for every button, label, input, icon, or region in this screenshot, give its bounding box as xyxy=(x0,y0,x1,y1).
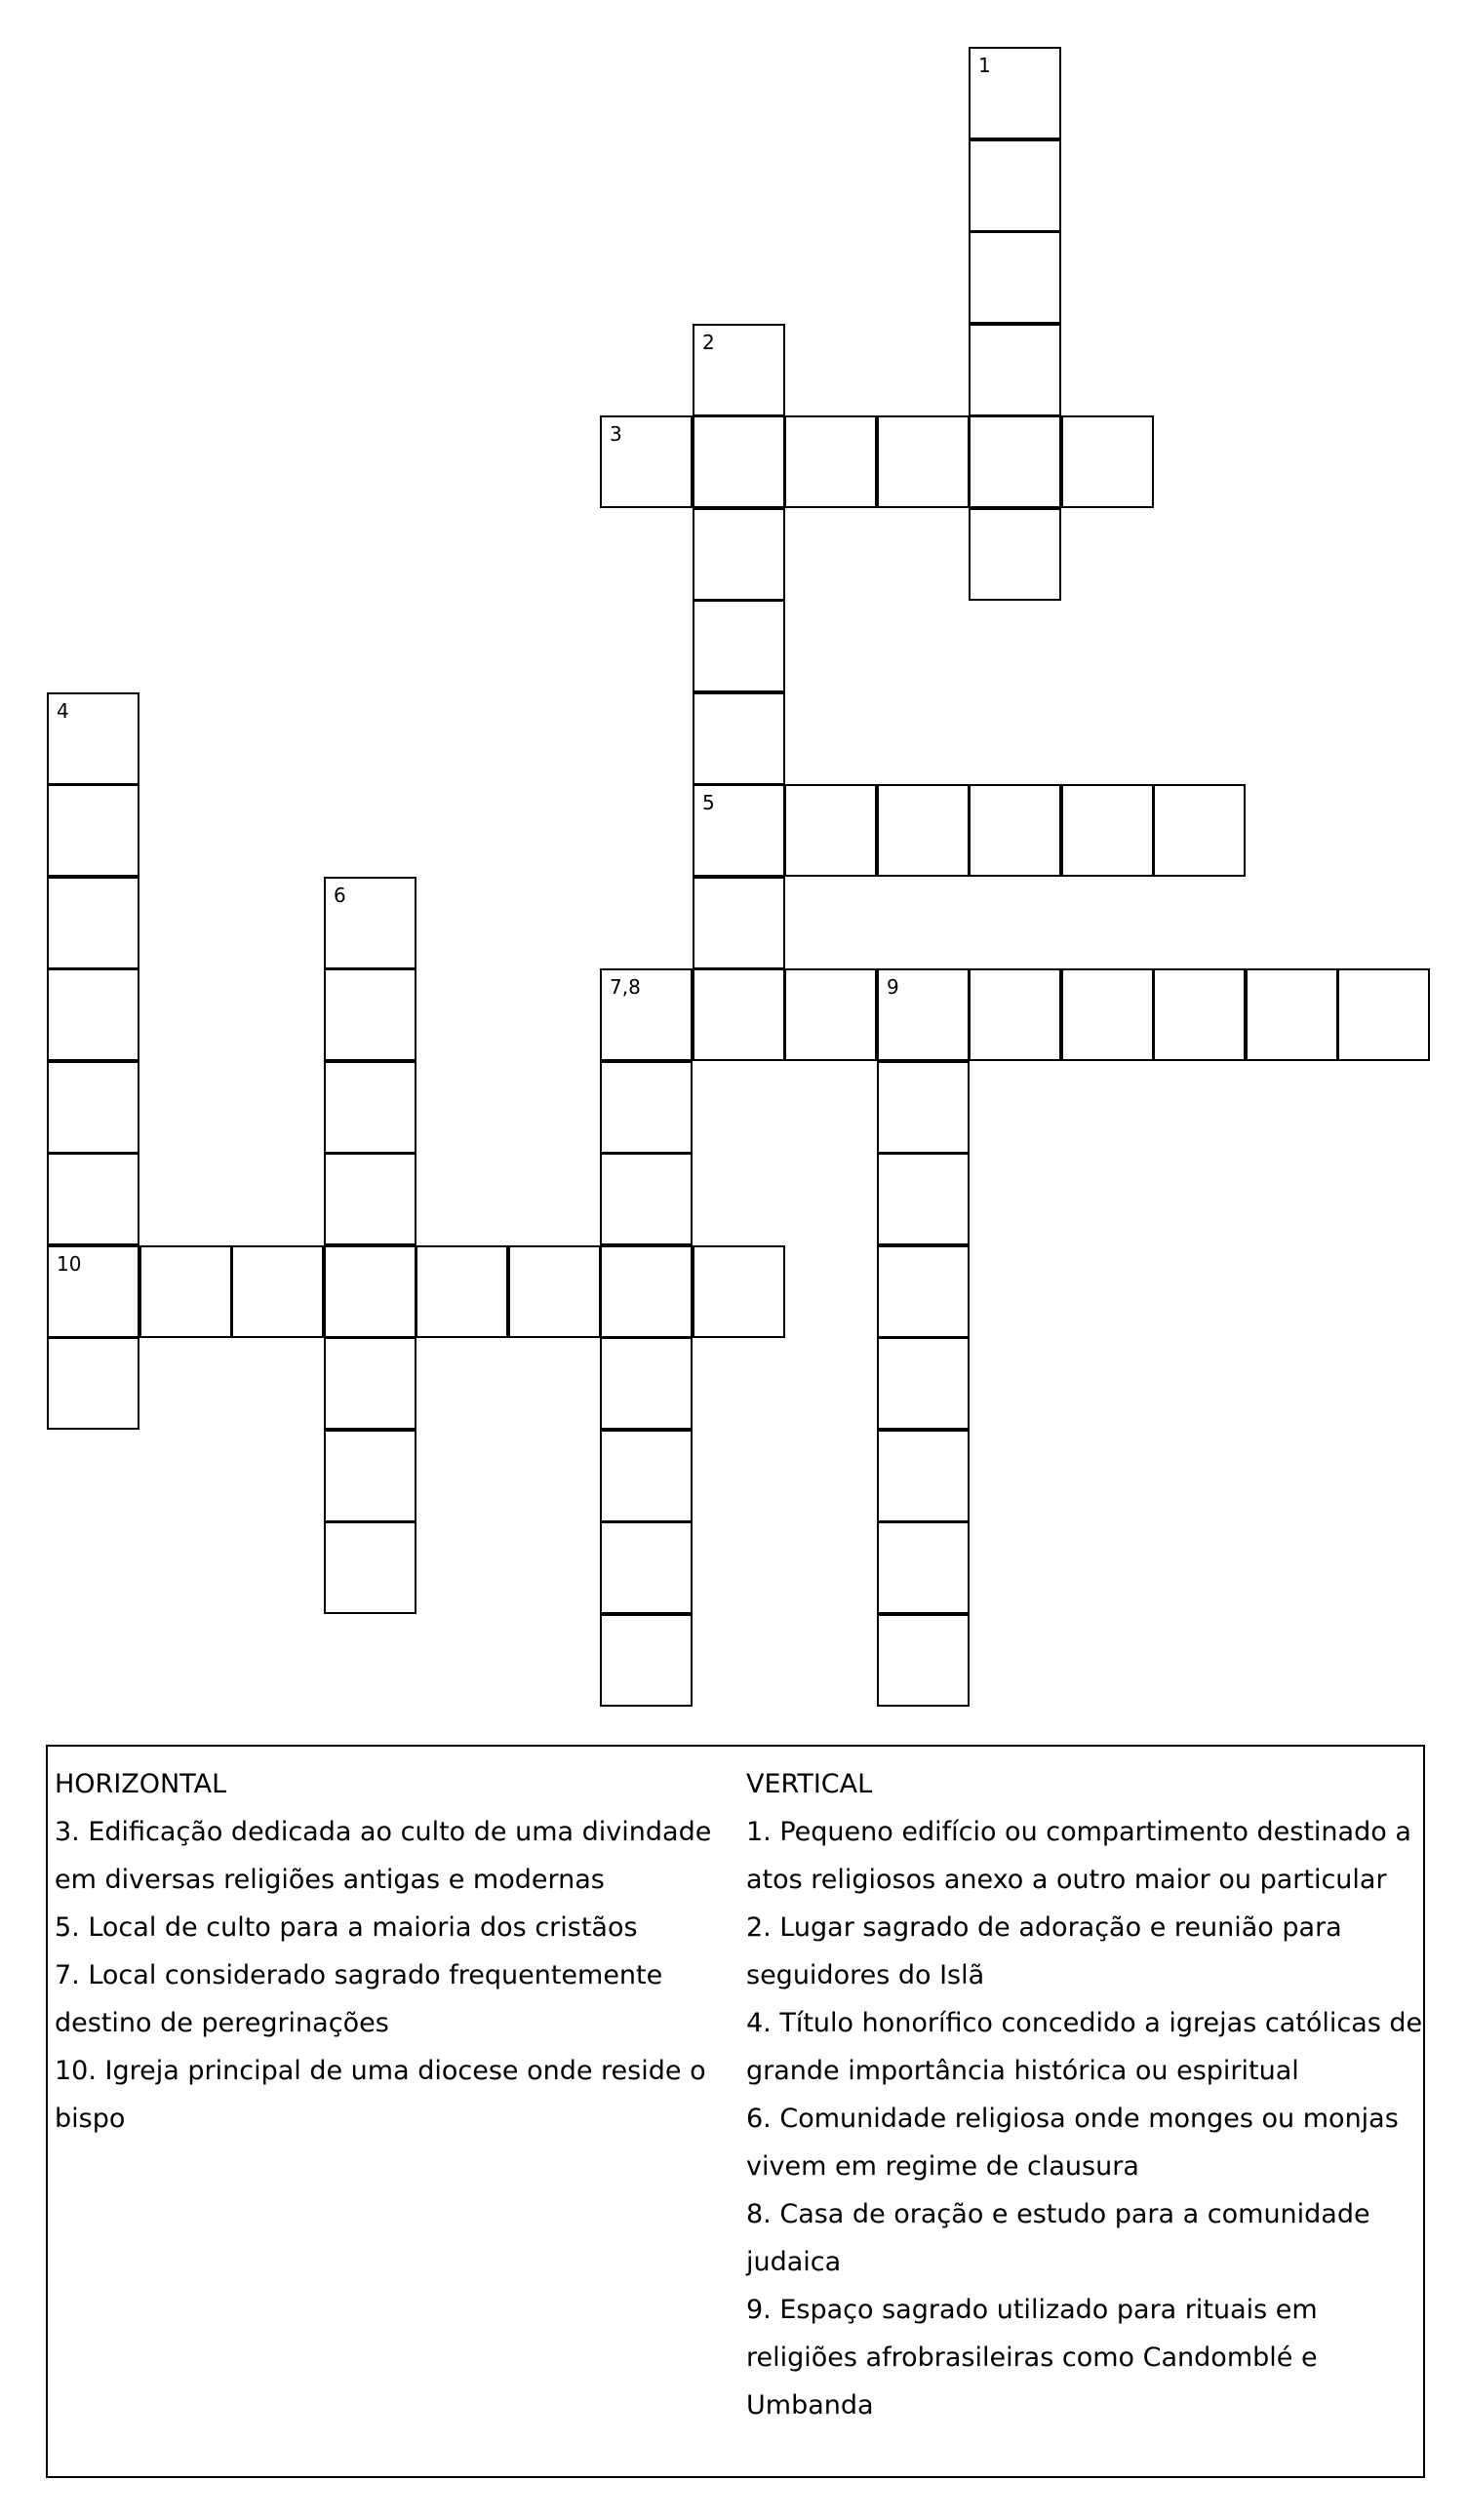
clue-number: 3 xyxy=(610,422,622,446)
crossword-cell[interactable] xyxy=(600,1614,693,1707)
clue-number: 4 xyxy=(57,699,69,723)
crossword-cell[interactable] xyxy=(877,1337,970,1430)
crossword-cell[interactable] xyxy=(1061,968,1154,1061)
crossword-cell[interactable] xyxy=(47,784,139,877)
crossword-cell[interactable] xyxy=(47,968,139,1061)
crossword-cell[interactable] xyxy=(969,231,1061,324)
crossword-cell[interactable] xyxy=(324,968,416,1061)
crossword-cell[interactable] xyxy=(693,324,785,416)
horizontal-clue-line: 5. Local de culto para a maioria dos cristãos xyxy=(55,1912,638,1943)
clue-number: 2 xyxy=(702,331,715,354)
crossword-cell[interactable] xyxy=(139,1245,232,1338)
crossword-cell[interactable] xyxy=(47,1061,139,1154)
crossword-cell[interactable] xyxy=(693,968,785,1061)
clue-number: 5 xyxy=(702,791,715,814)
clues-box xyxy=(46,1745,1425,2478)
vertical-clue-line: vivem em regime de clausura xyxy=(746,2151,1139,2182)
crossword-cell[interactable] xyxy=(693,1245,785,1338)
crossword-cell[interactable] xyxy=(324,877,416,969)
crossword-cell[interactable] xyxy=(324,1430,416,1522)
crossword-cell[interactable] xyxy=(324,1521,416,1614)
vertical-clue-line: 1. Pequeno edifício ou compartimento destinado a xyxy=(746,1817,1411,1847)
vertical-clue-line: grande importância histórica ou espiritual xyxy=(746,2056,1299,2086)
crossword-cell[interactable] xyxy=(877,784,970,877)
crossword-cell[interactable] xyxy=(877,1430,970,1522)
vertical-clue-line: religiões afrobrasileiras como Candomblé e xyxy=(746,2343,1318,2373)
crossword-cell[interactable] xyxy=(231,1245,324,1338)
horizontal-clue-line: 7. Local considerado sagrado frequentemente xyxy=(55,1960,663,1990)
crossword-cell[interactable] xyxy=(600,1061,693,1154)
crossword-cell[interactable] xyxy=(784,968,877,1061)
crossword-cell[interactable] xyxy=(969,784,1061,877)
crossword-cell[interactable] xyxy=(600,968,693,1061)
crossword-cell[interactable] xyxy=(47,1245,139,1338)
crossword-cell[interactable] xyxy=(324,1061,416,1154)
crossword-cell[interactable] xyxy=(877,1245,970,1338)
vertical-clue-line: judaica xyxy=(746,2247,842,2277)
clue-number: 7,8 xyxy=(610,975,641,999)
crossword-cell[interactable] xyxy=(969,139,1061,232)
crossword-cell[interactable] xyxy=(969,47,1061,139)
vertical-clue-line: 2. Lugar sagrado de adoração e reunião para xyxy=(746,1912,1342,1943)
crossword-cell[interactable] xyxy=(784,784,877,877)
crossword-cell[interactable] xyxy=(693,508,785,601)
crossword-cell[interactable] xyxy=(693,692,785,785)
vertical-heading: VERTICAL xyxy=(746,1769,873,1799)
crossword-cell[interactable] xyxy=(877,415,970,508)
crossword-cell[interactable] xyxy=(324,1153,416,1245)
clue-number: 9 xyxy=(887,975,899,999)
vertical-clue-list xyxy=(746,1808,1421,2429)
horizontal-clue-line: destino de peregrinações xyxy=(55,2008,389,2038)
vertical-clue-line: 4. Título honorífico concedido a igrejas católicas de xyxy=(746,2008,1423,2038)
crossword-cell[interactable] xyxy=(693,600,785,692)
vertical-clue-line: 9. Espaço sagrado utilizado para rituais em xyxy=(746,2295,1318,2325)
crossword-cell[interactable] xyxy=(600,415,693,508)
horizontal-heading: HORIZONTAL xyxy=(55,1769,227,1799)
horizontal-clues-column xyxy=(55,1760,737,2143)
horizontal-clue-list xyxy=(55,1808,737,2143)
crossword-cell[interactable] xyxy=(508,1245,601,1338)
crossword-cell[interactable] xyxy=(877,1614,970,1707)
vertical-clue-line: atos religiosos anexo a outro maior ou particular xyxy=(746,1865,1387,1895)
crossword-cell[interactable] xyxy=(1061,415,1154,508)
crossword-cell[interactable] xyxy=(600,1430,693,1522)
vertical-clue-line: Umbanda xyxy=(746,2390,874,2421)
crossword-cell[interactable] xyxy=(877,1061,970,1154)
horizontal-clue-line: 3. Edificação dedicada ao culto de uma divindade xyxy=(55,1817,712,1847)
crossword-cell[interactable] xyxy=(600,1153,693,1245)
crossword-cell[interactable] xyxy=(969,324,1061,416)
vertical-clue-line: seguidores do Islã xyxy=(746,1960,985,1990)
crossword-cell[interactable] xyxy=(47,1337,139,1430)
crossword-cell[interactable] xyxy=(1337,968,1430,1061)
vertical-clue-line: 8. Casa de oração e estudo para a comunidade xyxy=(746,2199,1370,2229)
crossword-cell[interactable] xyxy=(784,415,877,508)
crossword-cell[interactable] xyxy=(47,692,139,785)
vertical-clue-line: 6. Comunidade religiosa onde monges ou monjas xyxy=(746,2104,1399,2134)
crossword-cell[interactable] xyxy=(324,1245,416,1338)
crossword-cell[interactable] xyxy=(877,1521,970,1614)
crossword-cell[interactable] xyxy=(600,1245,693,1338)
clue-number: 6 xyxy=(334,884,346,907)
crossword-cell[interactable] xyxy=(877,1153,970,1245)
crossword-cell[interactable] xyxy=(416,1245,508,1338)
crossword-cell[interactable] xyxy=(1153,784,1246,877)
crossword-cell[interactable] xyxy=(877,968,970,1061)
crossword-cell[interactable] xyxy=(47,1153,139,1245)
crossword-cell[interactable] xyxy=(693,415,785,508)
crossword-cell[interactable] xyxy=(324,1337,416,1430)
crossword-cell[interactable] xyxy=(47,877,139,969)
horizontal-clue-line: 10. Igreja principal de uma diocese onde reside o xyxy=(55,2056,706,2086)
crossword-cell[interactable] xyxy=(1246,968,1338,1061)
clue-number: 10 xyxy=(57,1252,82,1276)
crossword-cell[interactable] xyxy=(600,1337,693,1430)
crossword-cell[interactable] xyxy=(693,877,785,969)
crossword-cell[interactable] xyxy=(693,784,785,877)
clue-number: 1 xyxy=(978,54,991,77)
vertical-clues-column xyxy=(746,1760,1421,2429)
crossword-cell[interactable] xyxy=(1061,784,1154,877)
crossword-cell[interactable] xyxy=(600,1521,693,1614)
crossword-cell[interactable] xyxy=(969,968,1061,1061)
crossword-cell[interactable] xyxy=(969,415,1061,508)
horizontal-clue-line: em diversas religiões antigas e modernas xyxy=(55,1865,605,1895)
crossword-cell[interactable] xyxy=(969,508,1061,601)
horizontal-clue-line: bispo xyxy=(55,2104,126,2134)
crossword-cell[interactable] xyxy=(1153,968,1246,1061)
